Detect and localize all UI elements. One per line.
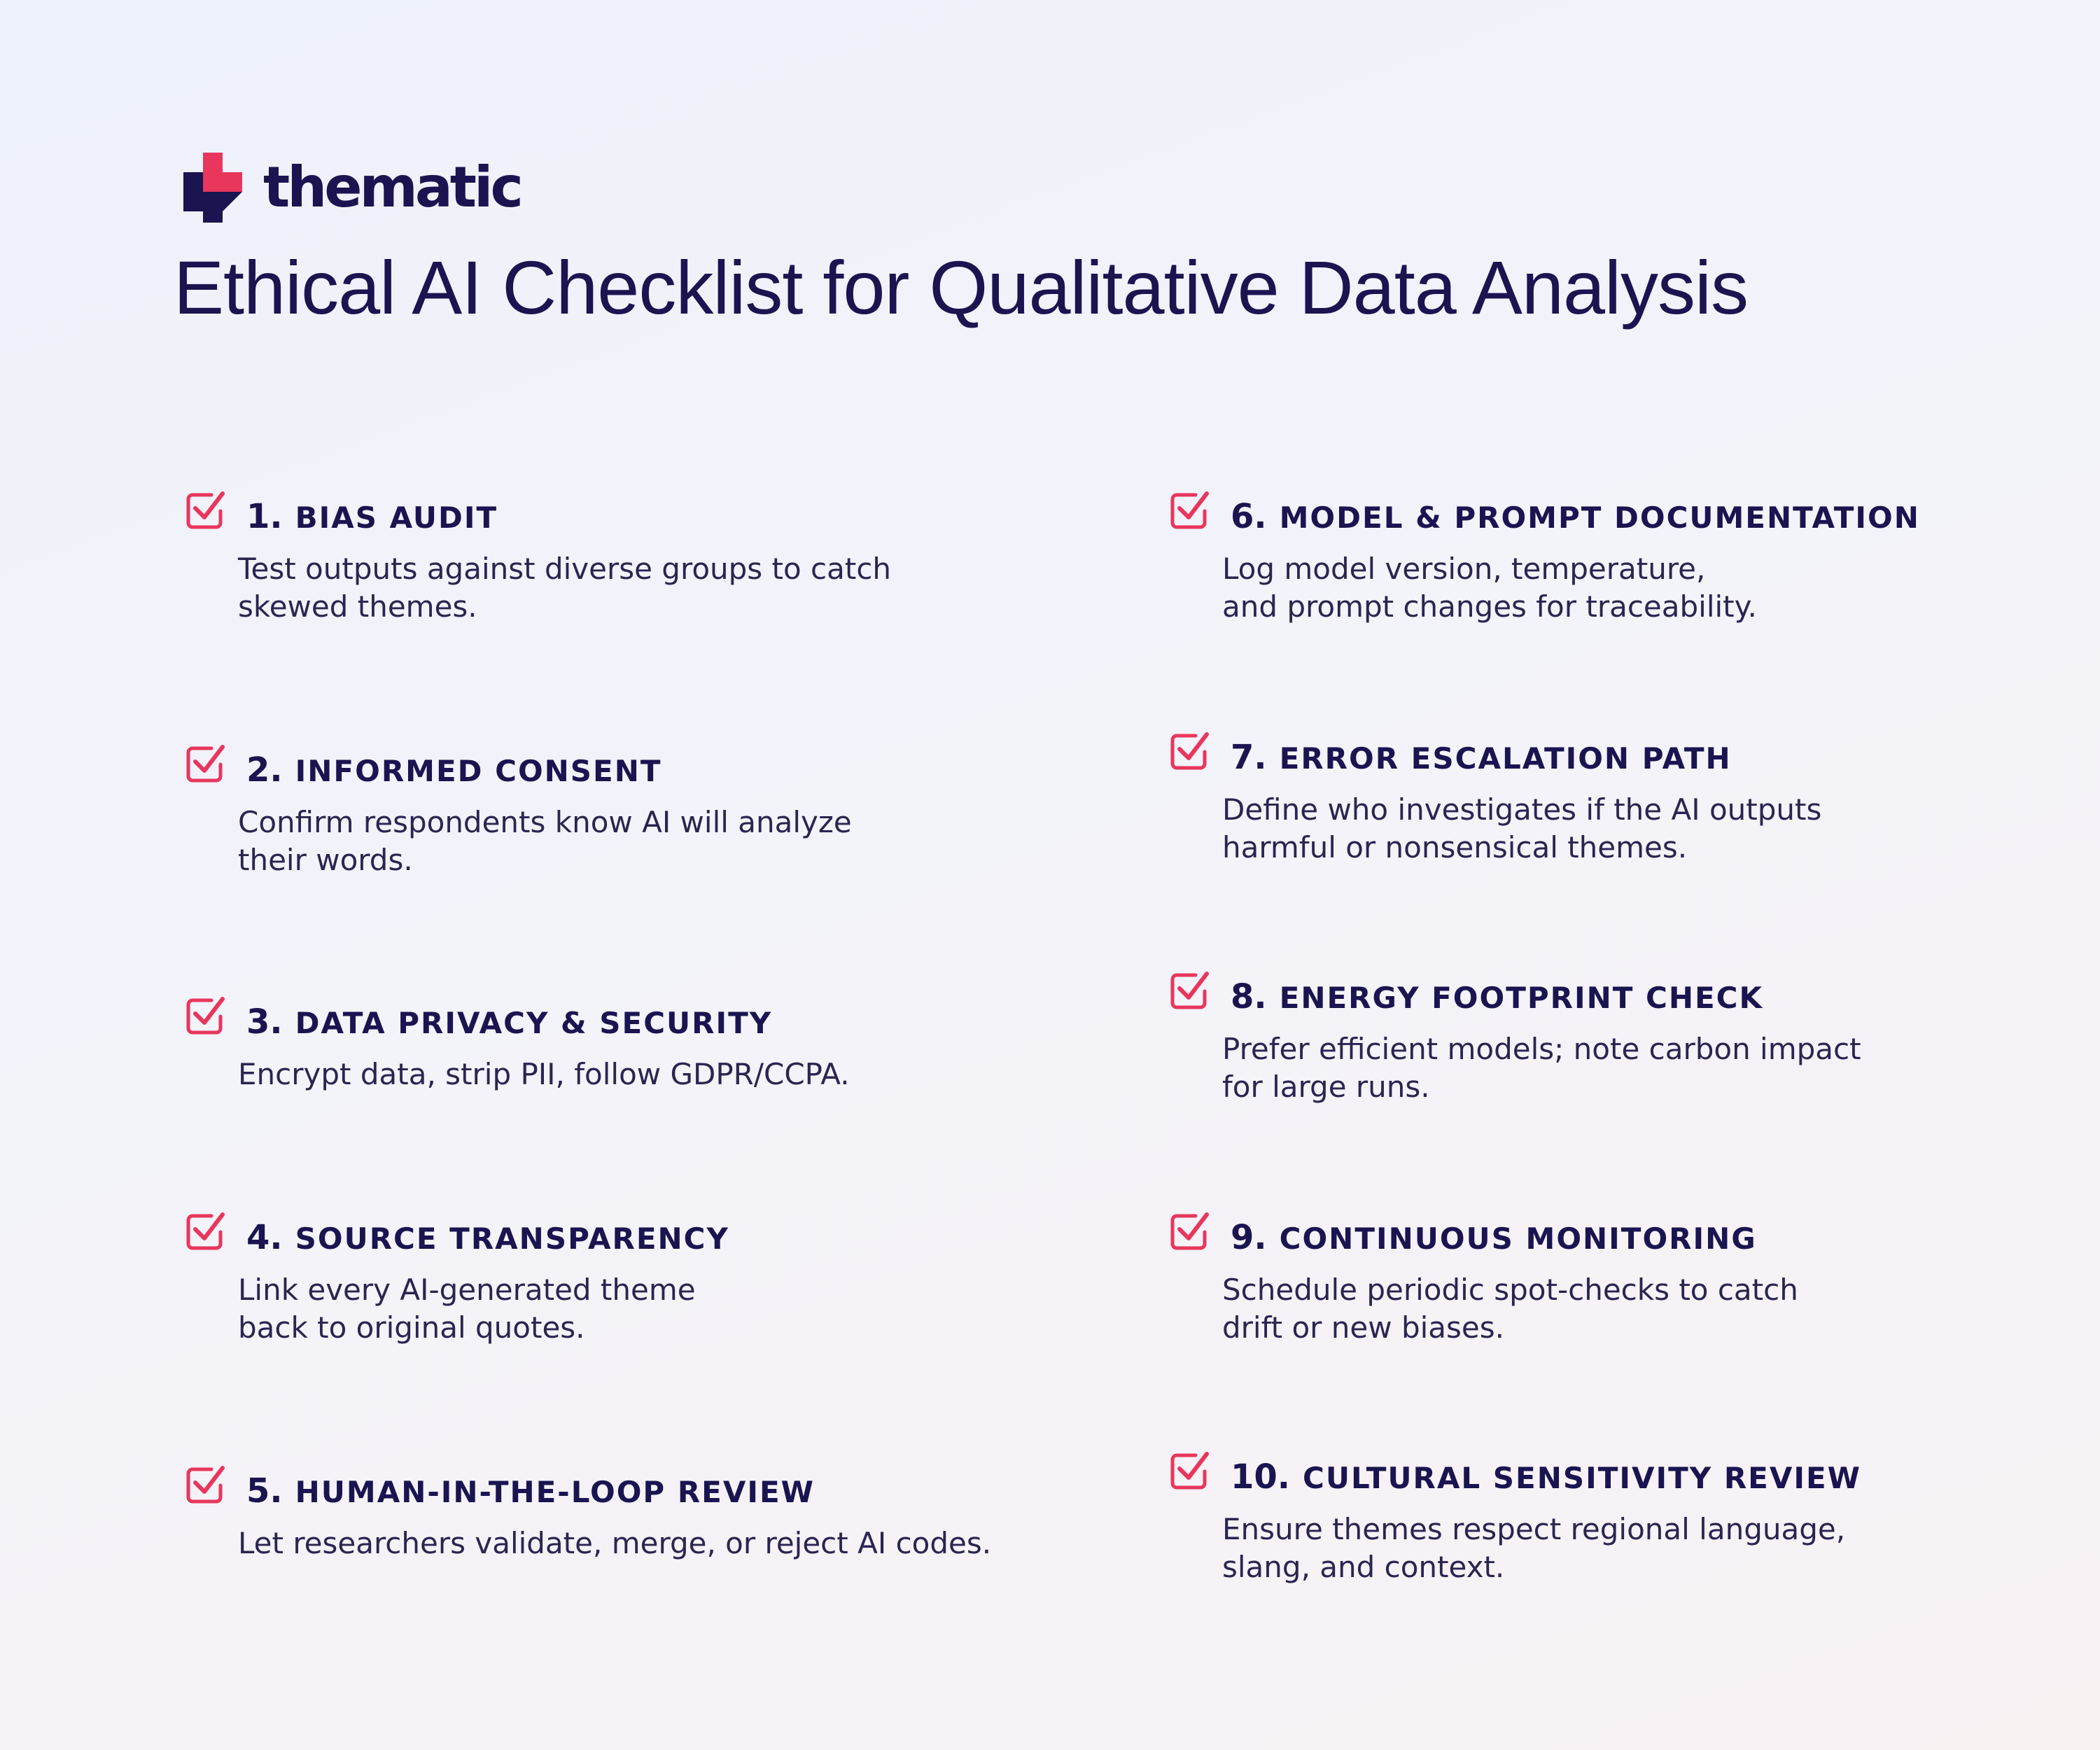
thematic-logo-icon [183,153,253,223]
item-description-line: Ensure themes respect regional language, [1222,1512,1846,1546]
item-heading [1231,977,1763,1016]
item-number: 9. [1231,1218,1267,1257]
item-number: 6. [1231,497,1267,536]
checkbox-check-icon [182,487,227,532]
item-number: 10. [1231,1457,1291,1497]
item-heading [246,1471,815,1511]
item-label: BIAS AUDIT [295,500,498,535]
item-heading [1231,497,1920,536]
item-description [1222,1511,1992,1586]
item-description-line: back to original quotes. [238,1310,585,1345]
item-description-line: slang, and context. [1222,1550,1505,1584]
item-description [238,1271,1008,1347]
item-description [1222,1271,1992,1347]
item-description [1222,1030,1992,1106]
item-heading [246,497,498,536]
item-description-line: their words. [238,843,413,877]
checkbox-check-icon [182,993,227,1037]
item-description-line: Prefer efficient models; note carbon impact [1222,1032,1861,1066]
item-heading [246,1218,729,1257]
item-description-line: drift or new biases. [1222,1310,1504,1345]
item-label: MODEL & PROMPT DOCUMENTATION [1279,500,1920,535]
item-description [238,1056,1008,1093]
item-description [238,804,1008,879]
page-title: Ethical AI Checklist for Qualitative Data Analysis [174,245,1749,330]
item-description-line: Schedule periodic spot-checks to catch [1222,1273,1798,1307]
item-description-line: Confirm respondents know AI will analyze [238,805,852,839]
item-label: CONTINUOUS MONITORING [1279,1222,1757,1256]
item-description [1222,550,1992,626]
item-heading [1231,1218,1757,1257]
item-description-line: Define who investigates if the AI outputs [1222,792,1822,827]
item-description [238,550,1008,626]
checkbox-check-icon [182,1462,227,1506]
checkbox-check-icon [1166,1208,1211,1253]
item-heading [1231,1457,1861,1497]
item-label: ERROR ESCALATION PATH [1279,741,1732,776]
checkbox-check-icon [1166,1448,1211,1492]
item-label: HUMAN-IN-THE-LOOP REVIEW [295,1475,815,1509]
item-description-line: Log model version, temperature, [1222,552,1706,586]
item-number: 3. [246,1002,283,1042]
item-description-line: and prompt changes for traceability. [1222,589,1757,624]
checkbox-check-icon [1166,967,1211,1012]
item-number: 8. [1231,977,1267,1016]
checkbox-check-icon [182,1208,227,1253]
item-description-line: Let researchers validate, merge, or reject AI codes. [238,1526,992,1560]
item-description [1222,791,1992,867]
checkbox-check-icon [1166,487,1211,532]
item-heading [246,750,662,790]
item-number: 4. [246,1218,283,1257]
checkbox-check-icon [1166,728,1211,773]
item-number: 5. [246,1471,283,1511]
item-description [238,1525,1008,1562]
item-label: SOURCE TRANSPARENCY [295,1222,729,1256]
item-number: 1. [246,497,283,536]
item-label: ENERGY FOOTPRINT CHECK [1279,981,1764,1015]
brand-logo [183,153,521,223]
item-label: DATA PRIVACY & SECURITY [295,1006,773,1040]
brand-name: thematic [263,155,521,220]
item-heading [1231,738,1732,777]
item-description-line: harmful or nonsensical themes. [1222,830,1688,864]
item-number: 2. [246,750,283,790]
item-label: INFORMED CONSENT [295,754,662,788]
checkbox-check-icon [182,741,227,785]
item-heading [246,1002,772,1042]
item-description-line: for large runs. [1222,1070,1430,1104]
item-label: CULTURAL SENSITIVITY REVIEW [1303,1461,1861,1495]
item-description-line: Test outputs against diverse groups to catch [238,552,892,586]
item-number: 7. [1231,738,1267,777]
item-description-line: Encrypt data, strip PII, follow GDPR/CCPA. [238,1057,850,1091]
item-description-line: skewed themes. [238,589,477,624]
item-description-line: Link every AI-generated theme [238,1273,696,1307]
